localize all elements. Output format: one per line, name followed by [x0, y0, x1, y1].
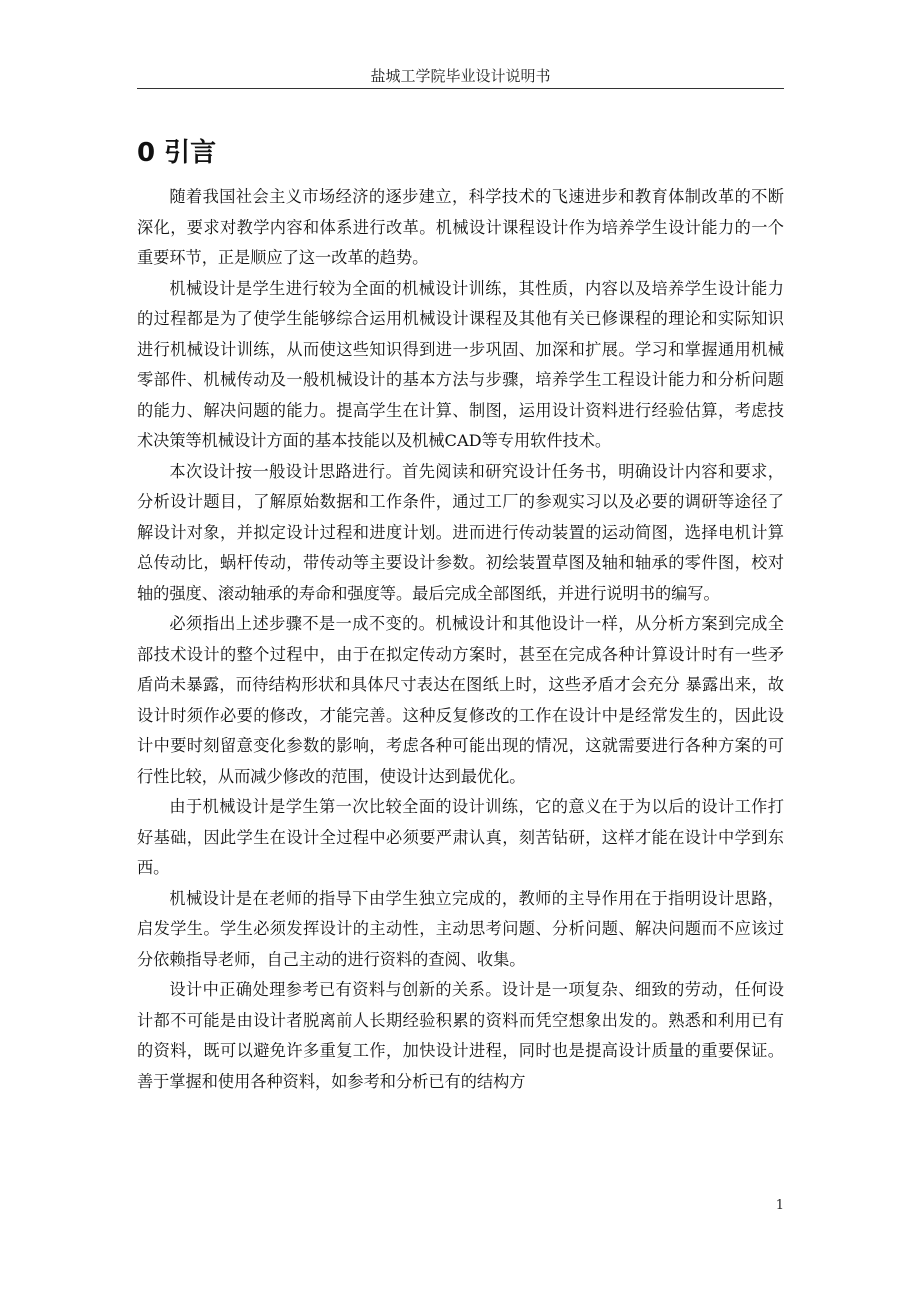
page-header: 盐城工学院毕业设计说明书	[370, 67, 551, 85]
section-title: 0 引言	[137, 138, 217, 168]
paragraph-1: 随着我国社会主义市场经济的逐步建立，科学技术的飞速进步和教育体制改革的不断深化，要求对教学内容和体系进行改革。机械设计课程设计作为培养学生设计能力的一个重要环节，正是顺应了这一改革的趋势。	[137, 187, 784, 267]
page-number: 1	[775, 1198, 784, 1213]
paragraph-7: 设计中正确处理参考已有资料与创新的关系。设计是一项复杂、细致的劳动，任何设计都不可能是由设计者脱离前人长期经验积累的资料而凭空想象出发的。熟悉和利用已有的资料，既可以避免许多重复工作，加快设计进程，同时也是提高设计质量的重要保证。善于掌握和使用各种资料，如参考和分析已有的结构方	[137, 980, 784, 1091]
paragraph-4: 必须指出上述步骤不是一成不变的。机械设计和其他设计一样，从分析方案到完成全部技术设计的整个过程中，由于在拟定传动方案时，甚至在完成各种计算设计时有一些矛盾尚未暴露，而待结构形状和具体尺寸表达在图纸上时，这些矛盾才会充分 暴露出来，故设计时须作必要的修改，才能完善。这种反复修改的工作在设计中是经常发生的，因此设计中要时刻留意变化参数的影响，考虑各种可能出现的情况，这就需要进行各种方案的可行性比较，从而减少修改的范围，使设计达到最优化。	[137, 614, 784, 786]
document-body	[137, 130, 784, 1097]
header-rule	[137, 88, 784, 89]
paragraph-5: 由于机械设计是学生第一次比较全面的设计训练，它的意义在于为以后的设计工作打好基础，因此学生在设计全过程中必须要严肃认真，刻苦钻研，这样才能在设计中学到东西。	[137, 797, 784, 877]
paragraph-3: 本次设计按一般设计思路进行。首先阅读和研究设计任务书，明确设计内容和要求，分析设计题目，了解原始数据和工作条件，通过工厂的参观实习以及必要的调研等途径了解设计对象，并拟定设计过程和进度计划。进而进行传动装置的运动简图，选择电机计算总传动比，蜗杆传动，带传动等主要设计参数。初绘装置草图及轴和轴承的零件图，校对轴的强度、滚动轴承的寿命和强度等。最后完成全部图纸，并进行说明书的编写。	[137, 461, 784, 603]
paragraph-2: 机械设计是学生进行较为全面的机械设计训练，其性质，内容以及培养学生设计能力的过程都是为了使学生能够综合运用机械设计课程及其他有关已修课程的理论和实际知识进行机械设计训练，从而使这些知识得到进一步巩固、加深和扩展。学习和掌握通用机械零部件、机械传动及一般机械设计的基本方法与步骤，培养学生工程设计能力和分析问题的能力、解决问题的能力。提高学生在计算、制图，运用设计资料进行经验估算，考虑技术决策等机械设计方面的基本技能以及机械CAD等专用软件技术。	[137, 278, 784, 450]
paragraph-6: 机械设计是在老师的指导下由学生独立完成的，教师的主导作用在于指明设计思路，启发学生。学生必须发挥设计的主动性，主动思考问题、分析问题、解决问题而不应该过分依赖指导老师，自己主动的进行资料的查阅、收集。	[137, 888, 784, 969]
